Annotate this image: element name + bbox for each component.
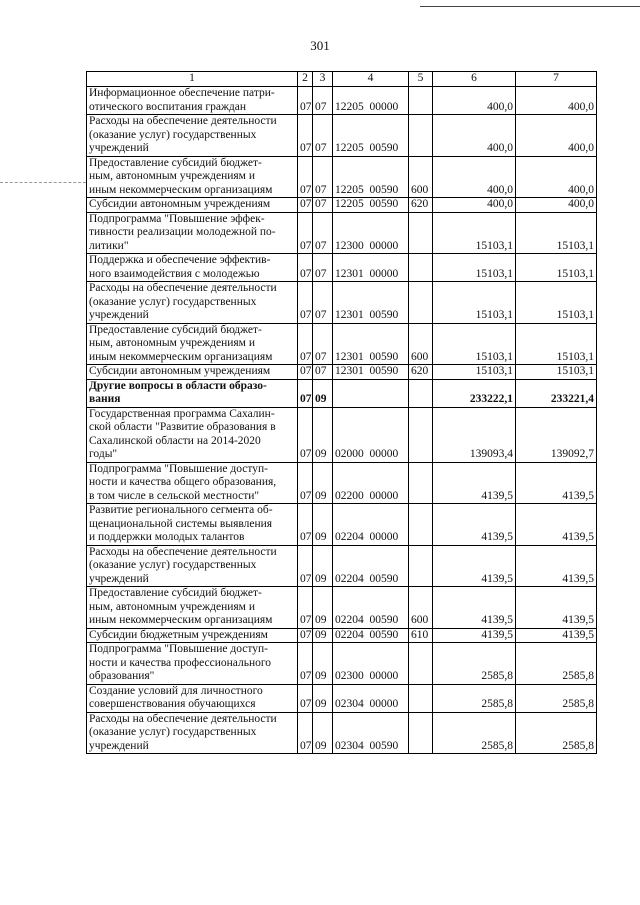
section-code-cell: 07 (298, 628, 313, 643)
target-article-cell: 02200 00000 (333, 462, 409, 504)
expense-name-cell: Подпрограмма "Повышение эффек- тивности реализации молодежной по- литики" (87, 212, 298, 254)
expense-name-cell: Субсидии автономным учреждениям (87, 198, 298, 213)
expense-name-cell: Другие вопросы в области образо- вания (87, 379, 298, 407)
target-article-cell: 02304 00000 (333, 684, 409, 712)
table-row (87, 254, 597, 282)
target-article-cell: 12205 00000 (333, 87, 409, 115)
expense-type-cell (409, 504, 433, 546)
amount-year-1-cell: 15103,1 (433, 254, 516, 282)
expense-type-cell: 620 (409, 198, 433, 213)
table-row (87, 684, 597, 712)
amount-year-1-cell: 4139,5 (433, 504, 516, 546)
expense-name-cell: Подпрограмма "Повышение доступ- ности и качества профессионального образования" (87, 643, 298, 685)
table-row (87, 379, 597, 407)
amount-year-1-cell: 2585,8 (433, 684, 516, 712)
table-row (87, 282, 597, 324)
amount-year-2-cell: 233221,4 (516, 379, 597, 407)
expense-name-cell: Расходы на обеспечение деятельности (оказание услуг) государственных учреждений (87, 545, 298, 587)
subsection-code-cell: 07 (313, 115, 333, 157)
section-code-cell: 07 (298, 504, 313, 546)
expense-type-cell (409, 407, 433, 462)
section-code-cell: 07 (298, 156, 313, 198)
amount-year-2-cell: 139092,7 (516, 407, 597, 462)
amount-year-1-cell: 15103,1 (433, 323, 516, 365)
expense-type-cell (409, 545, 433, 587)
amount-year-1-cell: 15103,1 (433, 365, 516, 380)
subsection-code-cell: 09 (313, 684, 333, 712)
header-col-4: 4 (333, 72, 409, 87)
amount-year-1-cell: 2585,8 (433, 712, 516, 754)
target-article-cell (333, 379, 409, 407)
expense-type-cell: 600 (409, 156, 433, 198)
subsection-code-cell: 09 (313, 587, 333, 629)
amount-year-2-cell: 2585,8 (516, 684, 597, 712)
scan-edge-line (420, 6, 640, 7)
table-row (87, 323, 597, 365)
amount-year-2-cell: 400,0 (516, 115, 597, 157)
table-row (87, 212, 597, 254)
amount-year-1-cell: 4139,5 (433, 587, 516, 629)
target-article-cell: 12301 00590 (333, 323, 409, 365)
header-col-6: 6 (433, 72, 516, 87)
amount-year-2-cell: 2585,8 (516, 712, 597, 754)
target-article-cell: 02204 00590 (333, 545, 409, 587)
subsection-code-cell: 07 (313, 254, 333, 282)
subsection-code-cell: 07 (313, 212, 333, 254)
header-col-5: 5 (409, 72, 433, 87)
subsection-code-cell: 09 (313, 379, 333, 407)
section-code-cell: 07 (298, 545, 313, 587)
expense-type-cell: 600 (409, 323, 433, 365)
subsection-code-cell: 09 (313, 504, 333, 546)
amount-year-2-cell: 4139,5 (516, 504, 597, 546)
section-code-cell: 07 (298, 462, 313, 504)
header-col-1: 1 (87, 72, 298, 87)
target-article-cell: 02204 00590 (333, 628, 409, 643)
amount-year-2-cell: 15103,1 (516, 282, 597, 324)
section-code-cell: 07 (298, 323, 313, 365)
expense-type-cell (409, 254, 433, 282)
section-code-cell: 07 (298, 365, 313, 380)
expense-name-cell: Предоставление субсидий бюджет- ным, автономным учреждениям и иным некоммерческим организациям (87, 323, 298, 365)
subsection-code-cell: 09 (313, 545, 333, 587)
target-article-cell: 12300 00000 (333, 212, 409, 254)
subsection-code-cell: 07 (313, 282, 333, 324)
section-code-cell: 07 (298, 712, 313, 754)
table-row (87, 643, 597, 685)
subsection-code-cell: 07 (313, 198, 333, 213)
expense-type-cell (409, 87, 433, 115)
subsection-code-cell: 07 (313, 323, 333, 365)
header-col-3: 3 (313, 72, 333, 87)
amount-year-2-cell: 4139,5 (516, 587, 597, 629)
target-article-cell: 02304 00590 (333, 712, 409, 754)
amount-year-2-cell: 400,0 (516, 198, 597, 213)
expense-type-cell (409, 212, 433, 254)
subsection-code-cell: 09 (313, 628, 333, 643)
expense-name-cell: Предоставление субсидий бюджет- ным, автономным учреждениям и иным некоммерческим организациям (87, 156, 298, 198)
amount-year-2-cell: 15103,1 (516, 254, 597, 282)
expense-name-cell: Государственная программа Сахалин- ской области "Развитие образования в Сахалинской области на 2014-2020 годы" (87, 407, 298, 462)
subsection-code-cell: 09 (313, 462, 333, 504)
subsection-code-cell: 07 (313, 87, 333, 115)
table-row (87, 115, 597, 157)
table-body (87, 87, 597, 754)
section-code-cell: 07 (298, 407, 313, 462)
scan-artifact-line (0, 182, 86, 183)
target-article-cell: 12205 00590 (333, 115, 409, 157)
expense-type-cell (409, 462, 433, 504)
amount-year-1-cell: 400,0 (433, 87, 516, 115)
expense-type-cell (409, 684, 433, 712)
expense-name-cell: Поддержка и обеспечение эффектив- ного взаимодействия с молодежью (87, 254, 298, 282)
expense-name-cell: Расходы на обеспечение деятельности (оказание услуг) государственных учреждений (87, 282, 298, 324)
expense-name-cell: Расходы на обеспечение деятельности (оказание услуг) государственных учреждений (87, 712, 298, 754)
budget-table (86, 71, 597, 754)
table-row (87, 504, 597, 546)
section-code-cell: 07 (298, 379, 313, 407)
target-article-cell: 02300 00000 (333, 643, 409, 685)
amount-year-1-cell: 400,0 (433, 115, 516, 157)
amount-year-2-cell: 15103,1 (516, 323, 597, 365)
expense-type-cell (409, 282, 433, 324)
header-col-7: 7 (516, 72, 597, 87)
amount-year-1-cell: 15103,1 (433, 212, 516, 254)
table-row (87, 462, 597, 504)
expense-name-cell: Подпрограмма "Повышение доступ- ности и качества общего образования, в том числе в сельской местности" (87, 462, 298, 504)
table-row (87, 712, 597, 754)
target-article-cell: 12205 00590 (333, 198, 409, 213)
expense-name-cell: Расходы на обеспечение деятельности (оказание услуг) государственных учреждений (87, 115, 298, 157)
table-header-row (87, 72, 597, 87)
table-row (87, 198, 597, 213)
section-code-cell: 07 (298, 115, 313, 157)
amount-year-1-cell: 4139,5 (433, 628, 516, 643)
table-row (87, 407, 597, 462)
target-article-cell: 02000 00000 (333, 407, 409, 462)
table-row (87, 156, 597, 198)
table-row (87, 587, 597, 629)
expense-name-cell: Субсидии автономным учреждениям (87, 365, 298, 380)
amount-year-2-cell: 400,0 (516, 156, 597, 198)
amount-year-1-cell: 4139,5 (433, 545, 516, 587)
section-code-cell: 07 (298, 684, 313, 712)
amount-year-1-cell: 139093,4 (433, 407, 516, 462)
expense-type-cell: 600 (409, 587, 433, 629)
amount-year-1-cell: 400,0 (433, 198, 516, 213)
amount-year-2-cell: 4139,5 (516, 545, 597, 587)
expense-type-cell: 610 (409, 628, 433, 643)
section-code-cell: 07 (298, 212, 313, 254)
target-article-cell: 02204 00000 (333, 504, 409, 546)
target-article-cell: 12205 00590 (333, 156, 409, 198)
amount-year-2-cell: 400,0 (516, 87, 597, 115)
expense-type-cell (409, 115, 433, 157)
section-code-cell: 07 (298, 282, 313, 324)
subsection-code-cell: 09 (313, 407, 333, 462)
table-row (87, 628, 597, 643)
subsection-code-cell: 09 (313, 712, 333, 754)
table-row (87, 87, 597, 115)
target-article-cell: 02204 00590 (333, 587, 409, 629)
expense-name-cell: Развитие регионального сегмента об- щенациональной системы выявления и поддержки молодых талантов (87, 504, 298, 546)
expense-type-cell (409, 643, 433, 685)
amount-year-1-cell: 400,0 (433, 156, 516, 198)
amount-year-2-cell: 2585,8 (516, 643, 597, 685)
section-code-cell: 07 (298, 254, 313, 282)
amount-year-2-cell: 4139,5 (516, 628, 597, 643)
target-article-cell: 12301 00590 (333, 282, 409, 324)
amount-year-1-cell: 233222,1 (433, 379, 516, 407)
subsection-code-cell: 07 (313, 365, 333, 380)
expense-name-cell: Субсидии бюджетным учреждениям (87, 628, 298, 643)
table-row (87, 365, 597, 380)
section-code-cell: 07 (298, 198, 313, 213)
amount-year-1-cell: 15103,1 (433, 282, 516, 324)
amount-year-1-cell: 2585,8 (433, 643, 516, 685)
section-code-cell: 07 (298, 87, 313, 115)
target-article-cell: 12301 00000 (333, 254, 409, 282)
header-col-2: 2 (298, 72, 313, 87)
table-row (87, 545, 597, 587)
amount-year-2-cell: 15103,1 (516, 212, 597, 254)
subsection-code-cell: 09 (313, 643, 333, 685)
section-code-cell: 07 (298, 587, 313, 629)
section-code-cell: 07 (298, 643, 313, 685)
amount-year-2-cell: 4139,5 (516, 462, 597, 504)
expense-name-cell: Информационное обеспечение патри- отического воспитания граждан (87, 87, 298, 115)
amount-year-2-cell: 15103,1 (516, 365, 597, 380)
subsection-code-cell: 07 (313, 156, 333, 198)
expense-type-cell (409, 712, 433, 754)
target-article-cell: 12301 00590 (333, 365, 409, 380)
expense-name-cell: Создание условий для личностного совершенствования обучающихся (87, 684, 298, 712)
expense-type-cell (409, 379, 433, 407)
expense-type-cell: 620 (409, 365, 433, 380)
page-number: 301 (310, 38, 330, 53)
expense-name-cell: Предоставление субсидий бюджет- ным, автономным учреждениям и иным некоммерческим организациям (87, 587, 298, 629)
amount-year-1-cell: 4139,5 (433, 462, 516, 504)
